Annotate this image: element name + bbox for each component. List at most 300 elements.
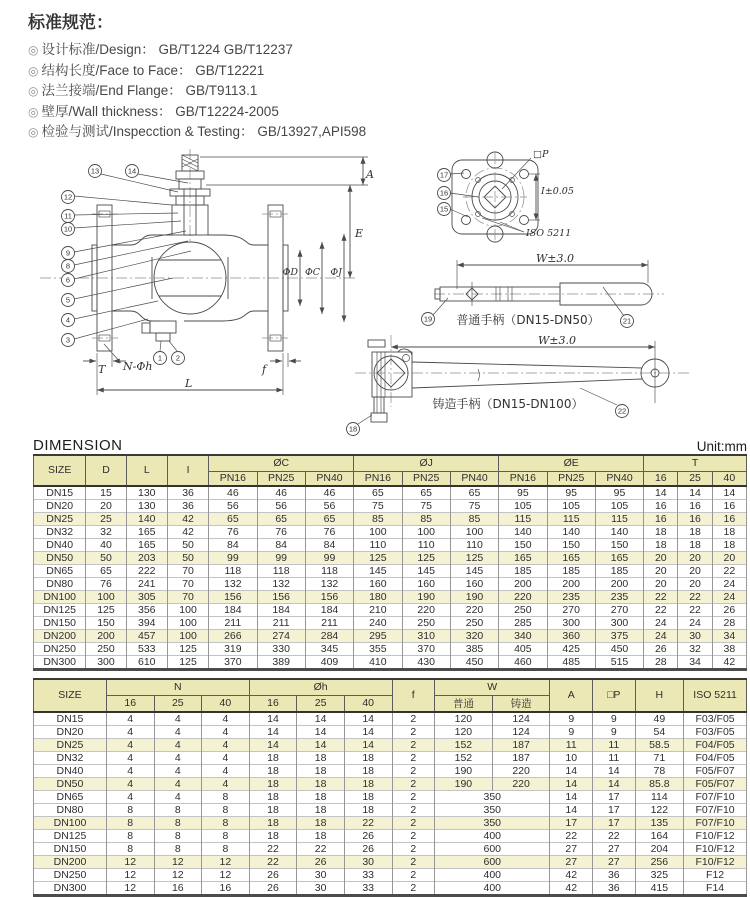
standard-item: ◎ 法兰接端/End Flange： GB/T9113.1 xyxy=(28,83,258,98)
size-cell: DN200 xyxy=(34,855,107,868)
value-cell: 115 xyxy=(499,512,547,525)
value-cell: 65 xyxy=(354,486,402,500)
col-subheader: PN25 xyxy=(402,471,450,486)
ring-bullet-icon: ◎ xyxy=(28,63,39,78)
table2-body xyxy=(34,712,747,896)
col-group-header: Øh xyxy=(249,679,392,696)
value-cell: 203 xyxy=(126,551,167,564)
value-cell: 18 xyxy=(344,790,392,803)
col-group-header: ØE xyxy=(499,455,644,472)
value-cell: 2 xyxy=(392,725,435,738)
value-cell: 20 xyxy=(712,551,746,564)
table1-body xyxy=(34,486,747,670)
value-cell: 4 xyxy=(106,738,154,751)
value-cell: 18 xyxy=(297,751,345,764)
value-cell: 12 xyxy=(154,855,202,868)
value-cell: 100 xyxy=(86,590,126,603)
value-cell: 115 xyxy=(595,512,643,525)
value-cell: 8 xyxy=(154,829,202,842)
value-cell: 75 xyxy=(402,499,450,512)
cast-handle-label: 铸造手柄（DN15-DN100） xyxy=(432,396,584,411)
value-cell: 370 xyxy=(402,642,450,655)
value-cell: 76 xyxy=(86,577,126,590)
standard-item: ◎ 检验与测试/Inspecction & Testing： GB/13927,API598 xyxy=(28,124,367,139)
value-cell: 118 xyxy=(209,564,257,577)
size-cell: DN15 xyxy=(34,712,107,726)
table-row xyxy=(34,751,747,764)
col-subheader: PN25 xyxy=(257,471,305,486)
value-cell: 405 xyxy=(499,642,547,655)
dim-phic-label: ΦC xyxy=(304,266,320,278)
value-cell: 22 xyxy=(712,564,746,577)
col-header-iso: ISO 5211 xyxy=(684,679,747,712)
value-cell: 200 xyxy=(595,577,643,590)
value-cell: 400 xyxy=(435,881,550,895)
value-cell: 95 xyxy=(595,486,643,500)
table-row xyxy=(34,790,747,803)
value-cell: 4 xyxy=(106,790,154,803)
callout-21 xyxy=(621,314,634,327)
value-cell: 150 xyxy=(595,538,643,551)
value-cell: 220 xyxy=(450,603,498,616)
svg-text:19: 19 xyxy=(423,314,433,324)
value-cell: 9 xyxy=(593,712,636,726)
value-cell: 184 xyxy=(305,603,353,616)
value-cell: 4 xyxy=(154,725,202,738)
value-cell: 16 xyxy=(678,499,712,512)
value-cell: F03/F05 xyxy=(684,712,747,726)
size-cell: DN300 xyxy=(34,655,86,669)
value-cell: 27 xyxy=(593,842,636,855)
value-cell: 185 xyxy=(595,564,643,577)
value-cell: 18 xyxy=(297,777,345,790)
table-row xyxy=(34,655,747,669)
dimension-table-1 xyxy=(33,454,747,671)
callout-16 xyxy=(438,186,451,199)
value-cell: 9 xyxy=(550,712,593,726)
value-cell: 54 xyxy=(635,725,684,738)
value-cell: 20 xyxy=(86,499,126,512)
size-cell: DN100 xyxy=(34,816,107,829)
value-cell: 16 xyxy=(712,499,746,512)
value-cell: 14 xyxy=(344,738,392,751)
value-cell: 124 xyxy=(492,725,550,738)
value-cell: 356 xyxy=(126,603,167,616)
value-cell: 409 xyxy=(305,655,353,669)
value-cell: 38 xyxy=(712,642,746,655)
value-cell: 125 xyxy=(450,551,498,564)
value-cell: 65 xyxy=(402,486,450,500)
value-cell: 84 xyxy=(305,538,353,551)
value-cell: 56 xyxy=(305,499,353,512)
value-cell: 156 xyxy=(305,590,353,603)
value-cell: 145 xyxy=(354,564,402,577)
value-cell: 114 xyxy=(635,790,684,803)
value-cell: 130 xyxy=(126,486,167,500)
table-row xyxy=(34,590,747,603)
value-cell: 150 xyxy=(547,538,595,551)
value-cell: 305 xyxy=(126,590,167,603)
value-cell: F03/F05 xyxy=(684,725,747,738)
value-cell: F05/F07 xyxy=(684,777,747,790)
table-row xyxy=(34,738,747,751)
value-cell: 4 xyxy=(202,764,250,777)
value-cell: 210 xyxy=(354,603,402,616)
value-cell: 4 xyxy=(202,712,250,726)
table-row xyxy=(34,577,747,590)
value-cell: 27 xyxy=(550,855,593,868)
value-cell: 241 xyxy=(126,577,167,590)
size-cell: DN65 xyxy=(34,790,107,803)
value-cell: 84 xyxy=(257,538,305,551)
value-cell: 132 xyxy=(257,577,305,590)
size-cell: DN50 xyxy=(34,777,107,790)
value-cell: 18 xyxy=(712,538,746,551)
value-cell: 211 xyxy=(257,616,305,629)
dim-w2-label: W±3.0 xyxy=(538,333,577,347)
value-cell: 190 xyxy=(435,764,493,777)
value-cell: 12 xyxy=(202,868,250,881)
col-subheader: PN16 xyxy=(209,471,257,486)
standards-list xyxy=(28,40,750,143)
value-cell: 180 xyxy=(354,590,402,603)
value-cell: 34 xyxy=(712,629,746,642)
value-cell: 4 xyxy=(202,777,250,790)
value-cell: 16 xyxy=(644,512,678,525)
value-cell: 200 xyxy=(86,629,126,642)
value-cell: 24 xyxy=(712,590,746,603)
col-header-i: I xyxy=(167,455,208,486)
value-cell: 12 xyxy=(154,868,202,881)
col-subheader: PN16 xyxy=(354,471,402,486)
value-cell: 17 xyxy=(593,790,636,803)
value-cell: 14 xyxy=(644,486,678,500)
value-cell: 36 xyxy=(593,868,636,881)
value-cell: 18 xyxy=(249,803,297,816)
value-cell: 85 xyxy=(354,512,402,525)
value-cell: 118 xyxy=(257,564,305,577)
col-subheader: 25 xyxy=(678,471,712,486)
size-cell: DN20 xyxy=(34,725,107,738)
value-cell: 40 xyxy=(86,538,126,551)
value-cell: 2 xyxy=(392,751,435,764)
value-cell: 350 xyxy=(435,803,550,816)
drawings-svg xyxy=(0,145,750,437)
value-cell: 22 xyxy=(297,842,345,855)
table-row xyxy=(34,564,747,577)
value-cell: 4 xyxy=(106,751,154,764)
callout-8 xyxy=(62,259,75,272)
value-cell: 345 xyxy=(305,642,353,655)
table-caption-row xyxy=(33,437,747,454)
value-cell: 320 xyxy=(450,629,498,642)
value-cell: 220 xyxy=(499,590,547,603)
size-cell: DN32 xyxy=(34,525,86,538)
value-cell: 26 xyxy=(249,881,297,895)
col-subheader: 40 xyxy=(712,471,746,486)
value-cell: 95 xyxy=(547,486,595,500)
value-cell: 8 xyxy=(106,803,154,816)
value-cell: 17 xyxy=(593,816,636,829)
value-cell: 9 xyxy=(593,725,636,738)
value-cell: 220 xyxy=(492,777,550,790)
col-header-f: f xyxy=(392,679,435,712)
value-cell: 11 xyxy=(550,738,593,751)
size-cell: DN32 xyxy=(34,751,107,764)
value-cell: 211 xyxy=(305,616,353,629)
callout-10 xyxy=(62,222,75,235)
dim-phid-label: ΦD xyxy=(282,266,298,278)
size-cell: DN300 xyxy=(34,881,107,895)
size-cell: DN25 xyxy=(34,738,107,751)
value-cell: 65 xyxy=(209,512,257,525)
col-group-header: T xyxy=(644,455,747,472)
col-header-size: SIZE xyxy=(34,679,107,712)
value-cell: 100 xyxy=(167,603,208,616)
value-cell: 20 xyxy=(644,577,678,590)
dim-p-label: □P xyxy=(533,148,549,160)
value-cell: 160 xyxy=(402,577,450,590)
value-cell: 533 xyxy=(126,642,167,655)
value-cell: 425 xyxy=(547,642,595,655)
value-cell: 400 xyxy=(435,829,550,842)
value-cell: 30 xyxy=(297,881,345,895)
size-cell: DN80 xyxy=(34,577,86,590)
value-cell: 132 xyxy=(209,577,257,590)
value-cell: 26 xyxy=(712,603,746,616)
value-cell: F10/F12 xyxy=(684,842,747,855)
value-cell: 75 xyxy=(450,499,498,512)
value-cell: 14 xyxy=(297,712,345,726)
value-cell: 14 xyxy=(593,764,636,777)
value-cell: 22 xyxy=(644,590,678,603)
callout-12 xyxy=(62,190,75,203)
value-cell: 70 xyxy=(167,577,208,590)
col-subheader: PN40 xyxy=(595,471,643,486)
value-cell: 135 xyxy=(635,816,684,829)
size-cell: DN25 xyxy=(34,512,86,525)
value-cell: 110 xyxy=(450,538,498,551)
value-cell: 18 xyxy=(249,829,297,842)
value-cell: 185 xyxy=(499,564,547,577)
callout-1 xyxy=(154,351,167,364)
value-cell: 125 xyxy=(86,603,126,616)
value-cell: 17 xyxy=(550,816,593,829)
value-cell: 145 xyxy=(402,564,450,577)
value-cell: 14 xyxy=(678,486,712,500)
value-cell: 190 xyxy=(450,590,498,603)
size-cell: DN100 xyxy=(34,590,86,603)
value-cell: 152 xyxy=(435,738,493,751)
value-cell: 56 xyxy=(257,499,305,512)
callout-18 xyxy=(347,422,360,435)
value-cell: 4 xyxy=(154,777,202,790)
value-cell: 14 xyxy=(249,725,297,738)
value-cell: 4 xyxy=(106,777,154,790)
value-cell: 2 xyxy=(392,790,435,803)
value-cell: 76 xyxy=(209,525,257,538)
value-cell: 18 xyxy=(678,538,712,551)
value-cell: 140 xyxy=(595,525,643,538)
value-cell: 12 xyxy=(202,855,250,868)
value-cell: 2 xyxy=(392,829,435,842)
table-row xyxy=(34,725,747,738)
value-cell: 2 xyxy=(392,842,435,855)
value-cell: 300 xyxy=(595,616,643,629)
value-cell: 24 xyxy=(712,577,746,590)
standard-item: ◎ 设计标准/Design： GB/T1224 GB/T12237 xyxy=(28,42,293,57)
value-cell: 46 xyxy=(209,486,257,500)
callout-4 xyxy=(62,313,75,326)
value-cell: 184 xyxy=(209,603,257,616)
value-cell: 46 xyxy=(305,486,353,500)
value-cell: 165 xyxy=(126,525,167,538)
col-subheader: 25 xyxy=(297,695,345,712)
value-cell: 145 xyxy=(450,564,498,577)
value-cell: 385 xyxy=(450,642,498,655)
value-cell: 105 xyxy=(595,499,643,512)
value-cell: 4 xyxy=(106,725,154,738)
dim-i-label: I±0.05 xyxy=(541,185,574,197)
svg-text:8: 8 xyxy=(65,261,71,271)
value-cell: 300 xyxy=(86,655,126,669)
dim-e-label: E xyxy=(355,226,364,240)
value-cell: 27 xyxy=(593,855,636,868)
value-cell: 150 xyxy=(499,538,547,551)
value-cell: 2 xyxy=(392,764,435,777)
dim-w1-label: W±3.0 xyxy=(536,251,575,265)
svg-text:2: 2 xyxy=(175,353,181,363)
value-cell: 122 xyxy=(635,803,684,816)
value-cell: 85 xyxy=(450,512,498,525)
dim-a-label: A xyxy=(366,167,374,181)
value-cell: 26 xyxy=(344,842,392,855)
callout-5 xyxy=(62,293,75,306)
size-cell: DN40 xyxy=(34,538,86,551)
value-cell: 84 xyxy=(209,538,257,551)
value-cell: 65 xyxy=(257,512,305,525)
value-cell: 18 xyxy=(344,777,392,790)
value-cell: 515 xyxy=(595,655,643,669)
value-cell: 28 xyxy=(644,655,678,669)
value-cell: F04/F05 xyxy=(684,738,747,751)
value-cell: 22 xyxy=(644,603,678,616)
value-cell: 14 xyxy=(550,790,593,803)
value-cell: 4 xyxy=(106,764,154,777)
value-cell: 156 xyxy=(257,590,305,603)
table-row xyxy=(34,551,747,564)
value-cell: 14 xyxy=(550,764,593,777)
table-row xyxy=(34,777,747,790)
value-cell: 460 xyxy=(499,655,547,669)
value-cell: 105 xyxy=(499,499,547,512)
value-cell: 450 xyxy=(595,642,643,655)
table-row xyxy=(34,616,747,629)
value-cell: 120 xyxy=(435,725,493,738)
value-cell: 18 xyxy=(344,764,392,777)
value-cell: 26 xyxy=(344,829,392,842)
col-header-h: H xyxy=(635,679,684,712)
value-cell: 70 xyxy=(167,590,208,603)
value-cell: 184 xyxy=(257,603,305,616)
value-cell: 9 xyxy=(550,725,593,738)
value-cell: 274 xyxy=(257,629,305,642)
callout-11 xyxy=(62,209,75,222)
value-cell: 600 xyxy=(435,842,550,855)
table-row xyxy=(34,881,747,895)
value-cell: F07/F10 xyxy=(684,803,747,816)
value-cell: F07/F10 xyxy=(684,816,747,829)
value-cell: 156 xyxy=(209,590,257,603)
value-cell: 100 xyxy=(167,616,208,629)
value-cell: 8 xyxy=(202,816,250,829)
value-cell: 118 xyxy=(305,564,353,577)
col-subheader: 16 xyxy=(249,695,297,712)
value-cell: 2 xyxy=(392,803,435,816)
svg-text:15: 15 xyxy=(439,204,449,214)
callout-9 xyxy=(62,246,75,259)
value-cell: 235 xyxy=(595,590,643,603)
value-cell: 36 xyxy=(167,499,208,512)
col-subheader: PN40 xyxy=(305,471,353,486)
value-cell: 211 xyxy=(209,616,257,629)
value-cell: 389 xyxy=(257,655,305,669)
value-cell: 16 xyxy=(644,499,678,512)
value-cell: 4 xyxy=(154,738,202,751)
value-cell: 222 xyxy=(126,564,167,577)
value-cell: 235 xyxy=(547,590,595,603)
value-cell: 600 xyxy=(435,855,550,868)
valve-cross-section xyxy=(40,149,374,395)
value-cell: 8 xyxy=(202,803,250,816)
value-cell: F10/F12 xyxy=(684,829,747,842)
value-cell: 28 xyxy=(712,616,746,629)
value-cell: F14 xyxy=(684,881,747,895)
value-cell: 2 xyxy=(392,738,435,751)
iso5211-label: ISO 5211 xyxy=(526,227,572,239)
value-cell: 2 xyxy=(392,712,435,726)
value-cell: 295 xyxy=(354,629,402,642)
value-cell: 430 xyxy=(402,655,450,669)
size-cell: DN125 xyxy=(34,603,86,616)
callout-3 xyxy=(62,333,75,346)
value-cell: 150 xyxy=(86,616,126,629)
callout-17 xyxy=(438,168,451,181)
dim-phij-label: ΦJ xyxy=(330,266,342,278)
value-cell: 165 xyxy=(595,551,643,564)
svg-text:6: 6 xyxy=(65,275,71,285)
value-cell: 270 xyxy=(547,603,595,616)
svg-text:22: 22 xyxy=(617,406,627,416)
value-cell: 415 xyxy=(635,881,684,895)
value-cell: 14 xyxy=(344,725,392,738)
size-cell: DN150 xyxy=(34,842,107,855)
col-subheader: 40 xyxy=(202,695,250,712)
value-cell: 100 xyxy=(354,525,402,538)
value-cell: 14 xyxy=(593,777,636,790)
value-cell: 319 xyxy=(209,642,257,655)
value-cell: 200 xyxy=(547,577,595,590)
value-cell: 30 xyxy=(678,629,712,642)
callout-19 xyxy=(422,312,435,325)
col-group-header: N xyxy=(106,679,249,696)
value-cell: 18 xyxy=(678,525,712,538)
value-cell: 300 xyxy=(547,616,595,629)
table-row xyxy=(34,642,747,655)
value-cell: 4 xyxy=(202,738,250,751)
value-cell: 325 xyxy=(635,868,684,881)
value-cell: 105 xyxy=(547,499,595,512)
